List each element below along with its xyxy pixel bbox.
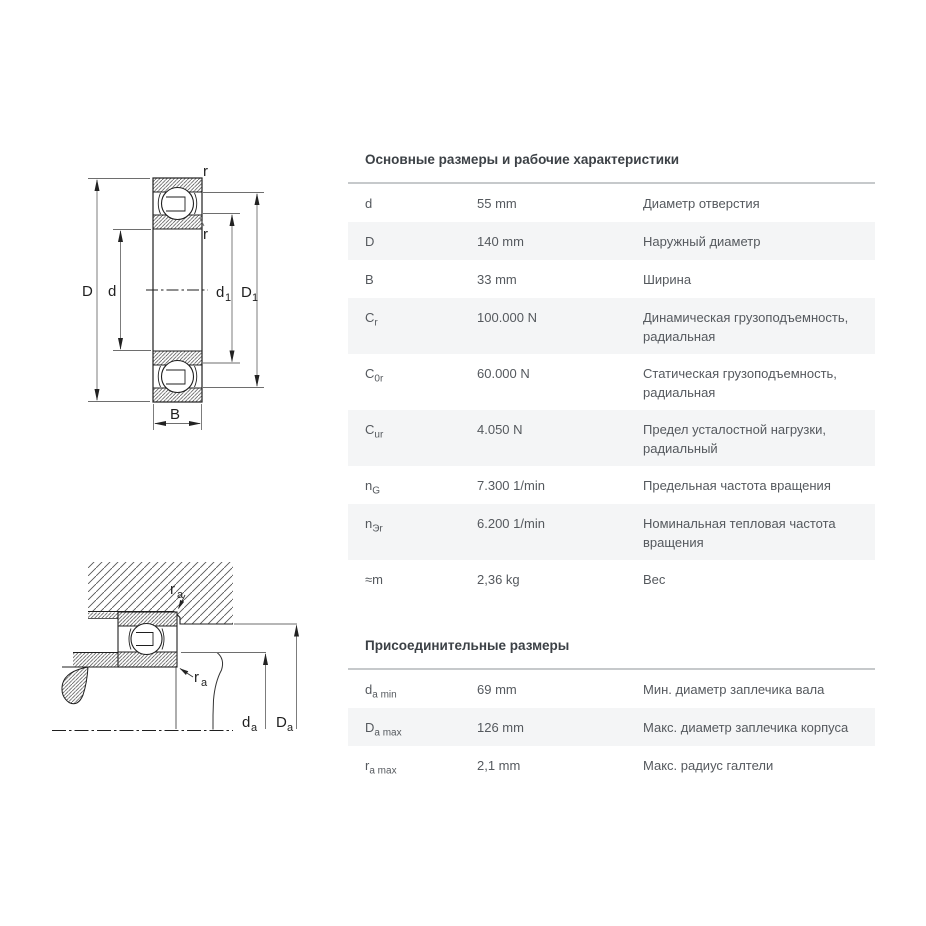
shaft-break-section — [62, 667, 88, 704]
row-value: 69 mm — [477, 681, 517, 697]
row-description: Номинальная тепловая частота вращения — [643, 515, 836, 550]
table-row — [348, 560, 875, 598]
row-symbol: $C_{ur}$ — [365, 421, 384, 441]
row-symbol: $D_{a max}$ — [365, 719, 402, 739]
dim-label-d: d — [108, 283, 117, 300]
row-description: Макс. диаметр заплечика корпуса — [643, 719, 849, 735]
ball-mounting — [131, 624, 162, 655]
row-description: Динамическая грузоподъемность, радиальная — [643, 309, 849, 344]
svg-text:1: 1 — [252, 292, 259, 304]
row-description: Статическая грузоподъемность, радиальная — [643, 365, 837, 400]
row-description: Предел усталостной нагрузки, радиальный — [643, 421, 826, 456]
dim-label-d1: d — [216, 284, 225, 301]
row-value: 4.050 N — [477, 421, 523, 437]
row-value: 2,36 kg — [477, 571, 520, 587]
row-description: Макс. радиус галтели — [643, 757, 774, 773]
row-symbol: D — [365, 233, 375, 249]
row-value: 6.200 1/min — [477, 515, 545, 531]
row-symbol: $r_{a max}$ — [365, 757, 397, 777]
table-row — [348, 410, 875, 466]
table-row — [348, 354, 875, 410]
row-symbol: $C_{0r}$ — [365, 365, 384, 385]
dim-label-r-mid: r — [203, 226, 208, 243]
row-symbol: ≈m — [365, 571, 383, 587]
row-description: Мин. диаметр заплечика вала — [643, 681, 825, 697]
shaft-shoulder-section — [73, 653, 118, 668]
bearing-cross-section-figure — [82, 163, 264, 430]
row-description: Ширина — [643, 271, 692, 287]
row-value: 55 mm — [477, 195, 517, 211]
row-symbol: B — [365, 271, 374, 287]
row-symbol: d — [365, 195, 373, 211]
ball-bottom — [162, 361, 194, 393]
dim-label-ra-bottom: r — [194, 669, 199, 686]
table-row — [348, 670, 875, 708]
table-row — [348, 708, 875, 746]
row-description: Диаметр отверстия — [643, 195, 760, 211]
table-row — [348, 298, 875, 354]
table-row — [348, 466, 875, 504]
row-symbol: $d_{a min}$ — [365, 681, 397, 701]
row-value: 7.300 1/min — [477, 477, 545, 493]
shaft-shoulder-break-line — [213, 653, 223, 730]
row-value: 126 mm — [477, 719, 524, 735]
row-value: 60.000 N — [477, 365, 530, 381]
svg-text:a: a — [177, 589, 184, 601]
dim-label-r-top: r — [203, 163, 208, 180]
row-value: 2,1 mm — [477, 757, 521, 773]
bearing-drawings — [0, 0, 340, 800]
row-description: Предельная частота вращения — [643, 477, 831, 493]
svg-text:1: 1 — [225, 292, 232, 304]
section-title-abutment-dimensions: Присоединительные размеры — [365, 638, 570, 653]
section-title-main-dimensions: Основные размеры и рабочие характеристики — [365, 152, 680, 167]
table-row — [348, 746, 875, 784]
table-row — [348, 222, 875, 260]
ball-top — [162, 188, 194, 220]
dim-label-ra-top: r — [170, 581, 175, 598]
bearing-mounting-figure — [52, 562, 297, 734]
svg-text:a: a — [251, 722, 258, 734]
table-row — [348, 184, 875, 222]
row-description: Наружный диаметр — [643, 233, 761, 249]
dim-label-Da: D — [276, 714, 287, 731]
dim-label-D1: D — [241, 284, 252, 301]
svg-text:a: a — [201, 677, 208, 689]
dim-label-B: B — [170, 406, 181, 423]
dim-label-da: d — [242, 714, 251, 731]
spec-rows — [348, 184, 875, 598]
row-value: 140 mm — [477, 233, 524, 249]
row-value: 100.000 N — [477, 309, 537, 325]
table-row — [348, 260, 875, 298]
row-symbol: $n_{Эr}$ — [365, 515, 383, 535]
svg-text:a: a — [287, 722, 294, 734]
row-symbol: $C_r$ — [365, 309, 378, 329]
table-row — [348, 504, 875, 560]
row-value: 33 mm — [477, 271, 517, 287]
dim-label-D: D — [82, 283, 93, 300]
row-symbol: $n_G$ — [365, 477, 381, 497]
abutment-dimensions-table — [348, 636, 875, 784]
spec-rows — [348, 670, 875, 784]
row-description: Вес — [643, 571, 666, 587]
main-dimensions-table — [348, 150, 875, 598]
